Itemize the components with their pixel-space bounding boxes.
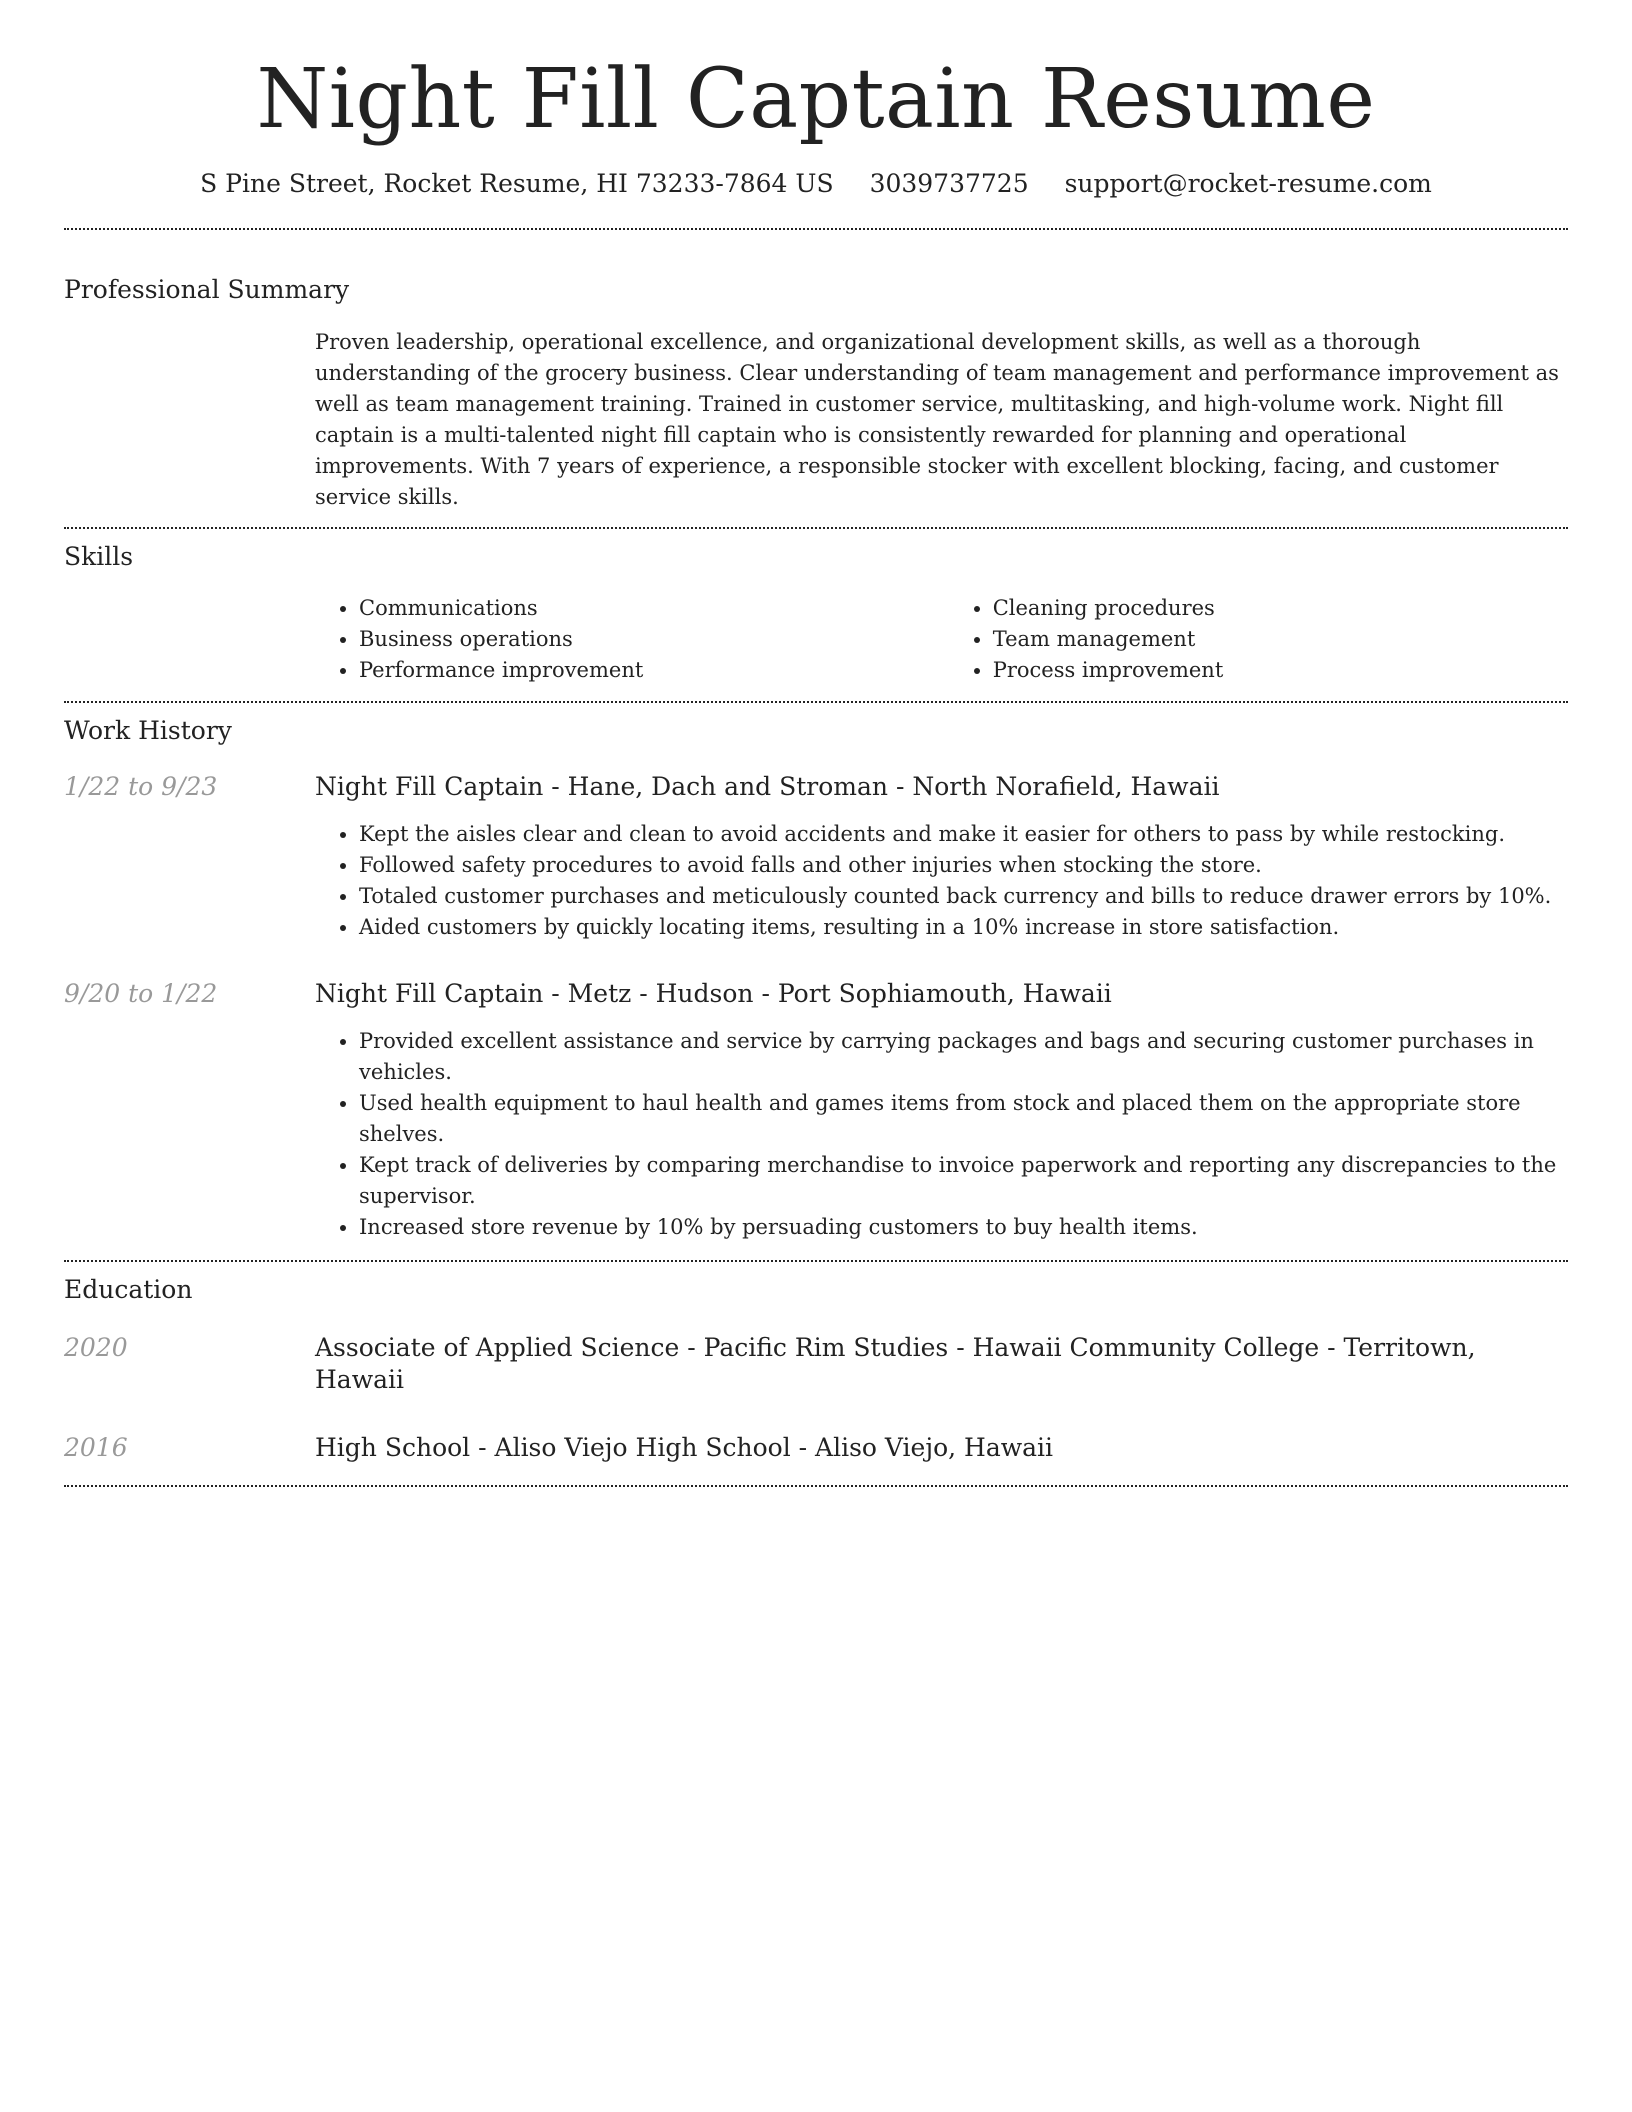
divider — [64, 228, 1568, 230]
divider — [64, 701, 1568, 703]
work-bullet: • Provided excellent assistance and service by carrying packages and bags and securing customer purchases in vehicles. — [359, 1026, 1568, 1088]
contact-phone: 3039737725 — [869, 169, 1029, 198]
work-entry — [64, 771, 1568, 943]
education-year: 2016 — [64, 1433, 128, 1462]
skill-item: • Process improvement — [993, 655, 1568, 686]
work-bullet: • Increased store revenue by 10% by persuading customers to buy health items. — [359, 1212, 1568, 1243]
skills-column-right — [949, 593, 1568, 686]
work-bullet: • Kept track of deliveries by comparing merchandise to invoice paperwork and reporting any discrepancies to the supervisor. — [359, 1150, 1568, 1212]
work-entry-bullets — [315, 819, 1568, 943]
summary-text: Proven leadership, operational excellence, and organizational development skills, as well as a thorough understanding of the grocery business. Clear understanding of team management and performance improvement as well as team management training. Trained in customer service, multitasking, and high-volume work. Night fill captain is a multi-talented night fill captain who is consistently rewarded for planning and operational improvements. With 7 years of experience, a responsible stocker with excellent blocking, facing, and customer service skills. — [315, 330, 1559, 509]
skill-item: • Team management — [993, 624, 1568, 655]
skills-list — [315, 593, 1568, 686]
work-bullet: • Kept the aisles clear and clean to avoid accidents and make it easier for others to pass by while restocking. — [359, 819, 1568, 850]
divider — [64, 527, 1568, 529]
divider — [64, 1260, 1568, 1262]
work-entry-bullets — [315, 1026, 1568, 1243]
work-bullet: • Aided customers by quickly locating items, resulting in a 10% increase in store satisfaction. — [359, 912, 1568, 943]
resume-title: Night Fill Captain Resume — [256, 52, 1376, 147]
resume-page — [64, 0, 1568, 1487]
skill-item: • Performance improvement — [359, 655, 949, 686]
work-entry — [64, 978, 1568, 1243]
section-title-summary: Professional Summary — [64, 275, 350, 304]
contact-address: S Pine Street, Rocket Resume, HI 73233-7864 US — [200, 169, 834, 198]
education-heading: Associate of Applied Science - Pacific Rim Studies - Hawaii Community College - Territown, Hawaii — [315, 1333, 1476, 1394]
work-entry-dates: 9/20 to 1/22 — [64, 979, 218, 1008]
work-entry-heading: Night Fill Captain - Metz - Hudson - Port Sophiamouth, Hawaii — [315, 979, 1112, 1008]
contact-line — [64, 168, 1568, 200]
section-title-skills: Skills — [64, 542, 134, 571]
section-title-education: Education — [64, 1275, 193, 1304]
section-title-work-history: Work History — [64, 716, 232, 745]
education-entry — [64, 1332, 1568, 1396]
skills-column-left — [315, 593, 949, 686]
contact-email[interactable]: support@rocket-resume.com — [1064, 169, 1432, 198]
education-heading: High School - Aliso Viejo High School - Aliso Viejo, Hawaii — [315, 1433, 1054, 1462]
skill-item: • Cleaning procedures — [993, 593, 1568, 624]
work-bullet: • Totaled customer purchases and meticulously counted back currency and bills to reduce drawer errors by 10%. — [359, 881, 1568, 912]
education-entry — [64, 1432, 1568, 1464]
work-bullet: • Used health equipment to haul health and games items from stock and placed them on the appropriate store shelves. — [359, 1088, 1568, 1150]
work-bullet: • Followed safety procedures to avoid falls and other injuries when stocking the store. — [359, 850, 1568, 881]
skill-item: • Business operations — [359, 624, 949, 655]
skill-item: • Communications — [359, 593, 949, 624]
work-entry-dates: 1/22 to 9/23 — [64, 772, 218, 801]
divider — [64, 1485, 1568, 1487]
education-year: 2020 — [64, 1333, 128, 1362]
work-entry-heading: Night Fill Captain - Hane, Dach and Stroman - North Norafield, Hawaii — [315, 772, 1220, 801]
